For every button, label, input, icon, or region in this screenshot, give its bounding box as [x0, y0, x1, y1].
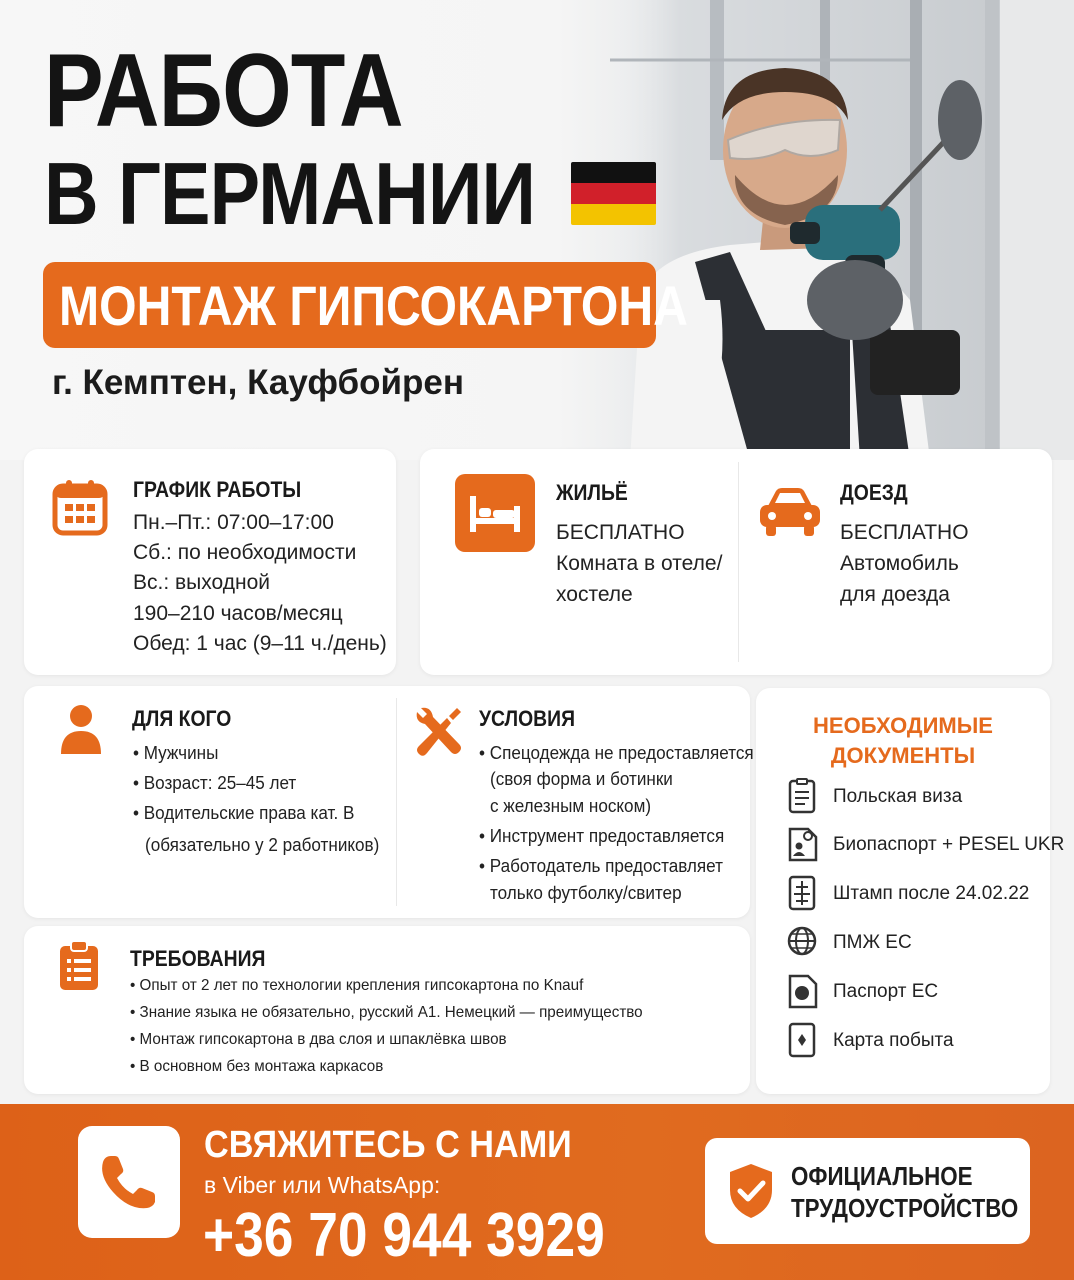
passport-icon: [788, 973, 818, 1009]
requirements-bullet: • Монтаж гипсокартона в два слоя и шпаклёвка швов: [130, 1031, 507, 1048]
hero-section: [0, 0, 1074, 460]
who-bullet: • Мужчины: [133, 743, 219, 763]
person-icon: [59, 704, 103, 754]
contact-footer: [0, 1104, 1074, 1280]
contact-title: СВЯЖИТЕСЬ С НАМИ: [204, 1124, 572, 1166]
conditions-title: УСЛОВИЯ: [479, 706, 576, 731]
schedule-line: 190–210 часов/месяц: [133, 602, 343, 625]
worker-photo: [610, 0, 1074, 460]
who-bullet: • Возраст: 25–45 лет: [133, 773, 297, 793]
conditions-bullet: • Спецодежда не предоставляется: [479, 743, 754, 763]
requirements-bullet: • В основном без монтажа каркасов: [130, 1058, 384, 1075]
documents-title-line1: НЕОБХОДИМЫЕ: [813, 713, 993, 738]
document-label: Паспорт ЕС: [833, 981, 939, 1002]
transport-title: ДОЕЗД: [840, 480, 908, 505]
germany-flag-icon: [571, 162, 656, 225]
contact-phone[interactable]: +36 70 944 3929: [203, 1201, 605, 1270]
schedule-line: Сб.: по необходимости: [133, 541, 357, 564]
who-title: ДЛЯ КОГО: [132, 706, 232, 731]
conditions-bullet: • Инструмент предоставляется: [479, 826, 725, 846]
official-text: [791, 1160, 1018, 1224]
title-line2: В ГЕРМАНИИ: [44, 144, 536, 243]
card-divider: [738, 462, 739, 662]
calendar-icon: [52, 478, 108, 536]
who-bullet: (обязательно у 2 работников): [145, 835, 380, 855]
title-line1: РАБОТА: [44, 33, 403, 149]
official-line2: ТРУДОУСТРОЙСТВО: [791, 1193, 1019, 1223]
requirements-bullet: • Знание языка не обязательно, русский A1. Немецкий — преимущество: [130, 1004, 643, 1021]
schedule-line: Обед: 1 час (9–11 ч./день): [133, 632, 387, 655]
transport-line: Автомобиль: [840, 552, 959, 575]
bed-icon: [455, 474, 535, 552]
housing-line: хостеле: [556, 583, 633, 606]
schedule-title: ГРАФИК РАБОТЫ: [133, 477, 302, 502]
document-label: ПМЖ ЕС: [833, 932, 912, 953]
subtitle-banner: [43, 262, 688, 348]
shield-check-icon: [727, 1162, 775, 1220]
card-divider: [396, 698, 397, 906]
conditions-bullet: (своя форма и ботинки: [490, 769, 673, 789]
location-text: г. Кемптен, Кауфбойрен: [52, 363, 465, 402]
tools-icon: [413, 704, 463, 756]
requirements-title: ТРЕБОВАНИЯ: [130, 946, 266, 971]
document-label: Польская виза: [833, 786, 963, 807]
car-icon: [758, 486, 822, 538]
official-badge: [705, 1138, 1030, 1244]
phone-button[interactable]: [78, 1126, 180, 1238]
transport-line: БЕСПЛАТНО: [840, 521, 969, 544]
contact-subtitle: в Viber или WhatsApp:: [204, 1172, 441, 1198]
housing-line: БЕСПЛАТНО: [556, 521, 685, 544]
official-line1: ОФИЦИАЛЬНОЕ: [791, 1161, 973, 1191]
globe-icon: [786, 924, 818, 958]
conditions-bullet: • Работодатель предоставляет: [479, 856, 723, 876]
document-label: Карта побыта: [833, 1030, 954, 1051]
subtitle-text: МОНТАЖ ГИПСОКАРТОНА: [59, 274, 688, 337]
requirements-bullet: • Опыт от 2 лет по технологии крепления гипсокартона по Knauf: [130, 977, 584, 994]
housing-line: Комната в отеле/: [556, 552, 723, 575]
id-card-icon: [788, 826, 818, 862]
who-bullet: • Водительские права кат. B: [133, 803, 355, 823]
conditions-bullet: с железным носком): [490, 796, 652, 816]
conditions-bullet: только футболку/свитер: [490, 883, 682, 903]
housing-title: ЖИЛЬЁ: [556, 480, 628, 505]
phone-icon: [99, 1152, 159, 1212]
documents-title-line2: ДОКУМЕНТЫ: [830, 743, 976, 768]
schedule-line: Пн.–Пт.: 07:00–17:00: [133, 511, 334, 534]
document-label: Штамп после 24.02.22: [833, 883, 1030, 904]
card-icon: [788, 1022, 816, 1058]
document-icon: [788, 778, 816, 814]
transport-line: для доезда: [840, 583, 950, 606]
clipboard-icon: [58, 940, 100, 992]
document-label: Биопаспорт + PESEL UKR: [833, 834, 1065, 855]
schedule-line: Вс.: выходной: [133, 571, 271, 594]
stamp-icon: [788, 875, 816, 911]
